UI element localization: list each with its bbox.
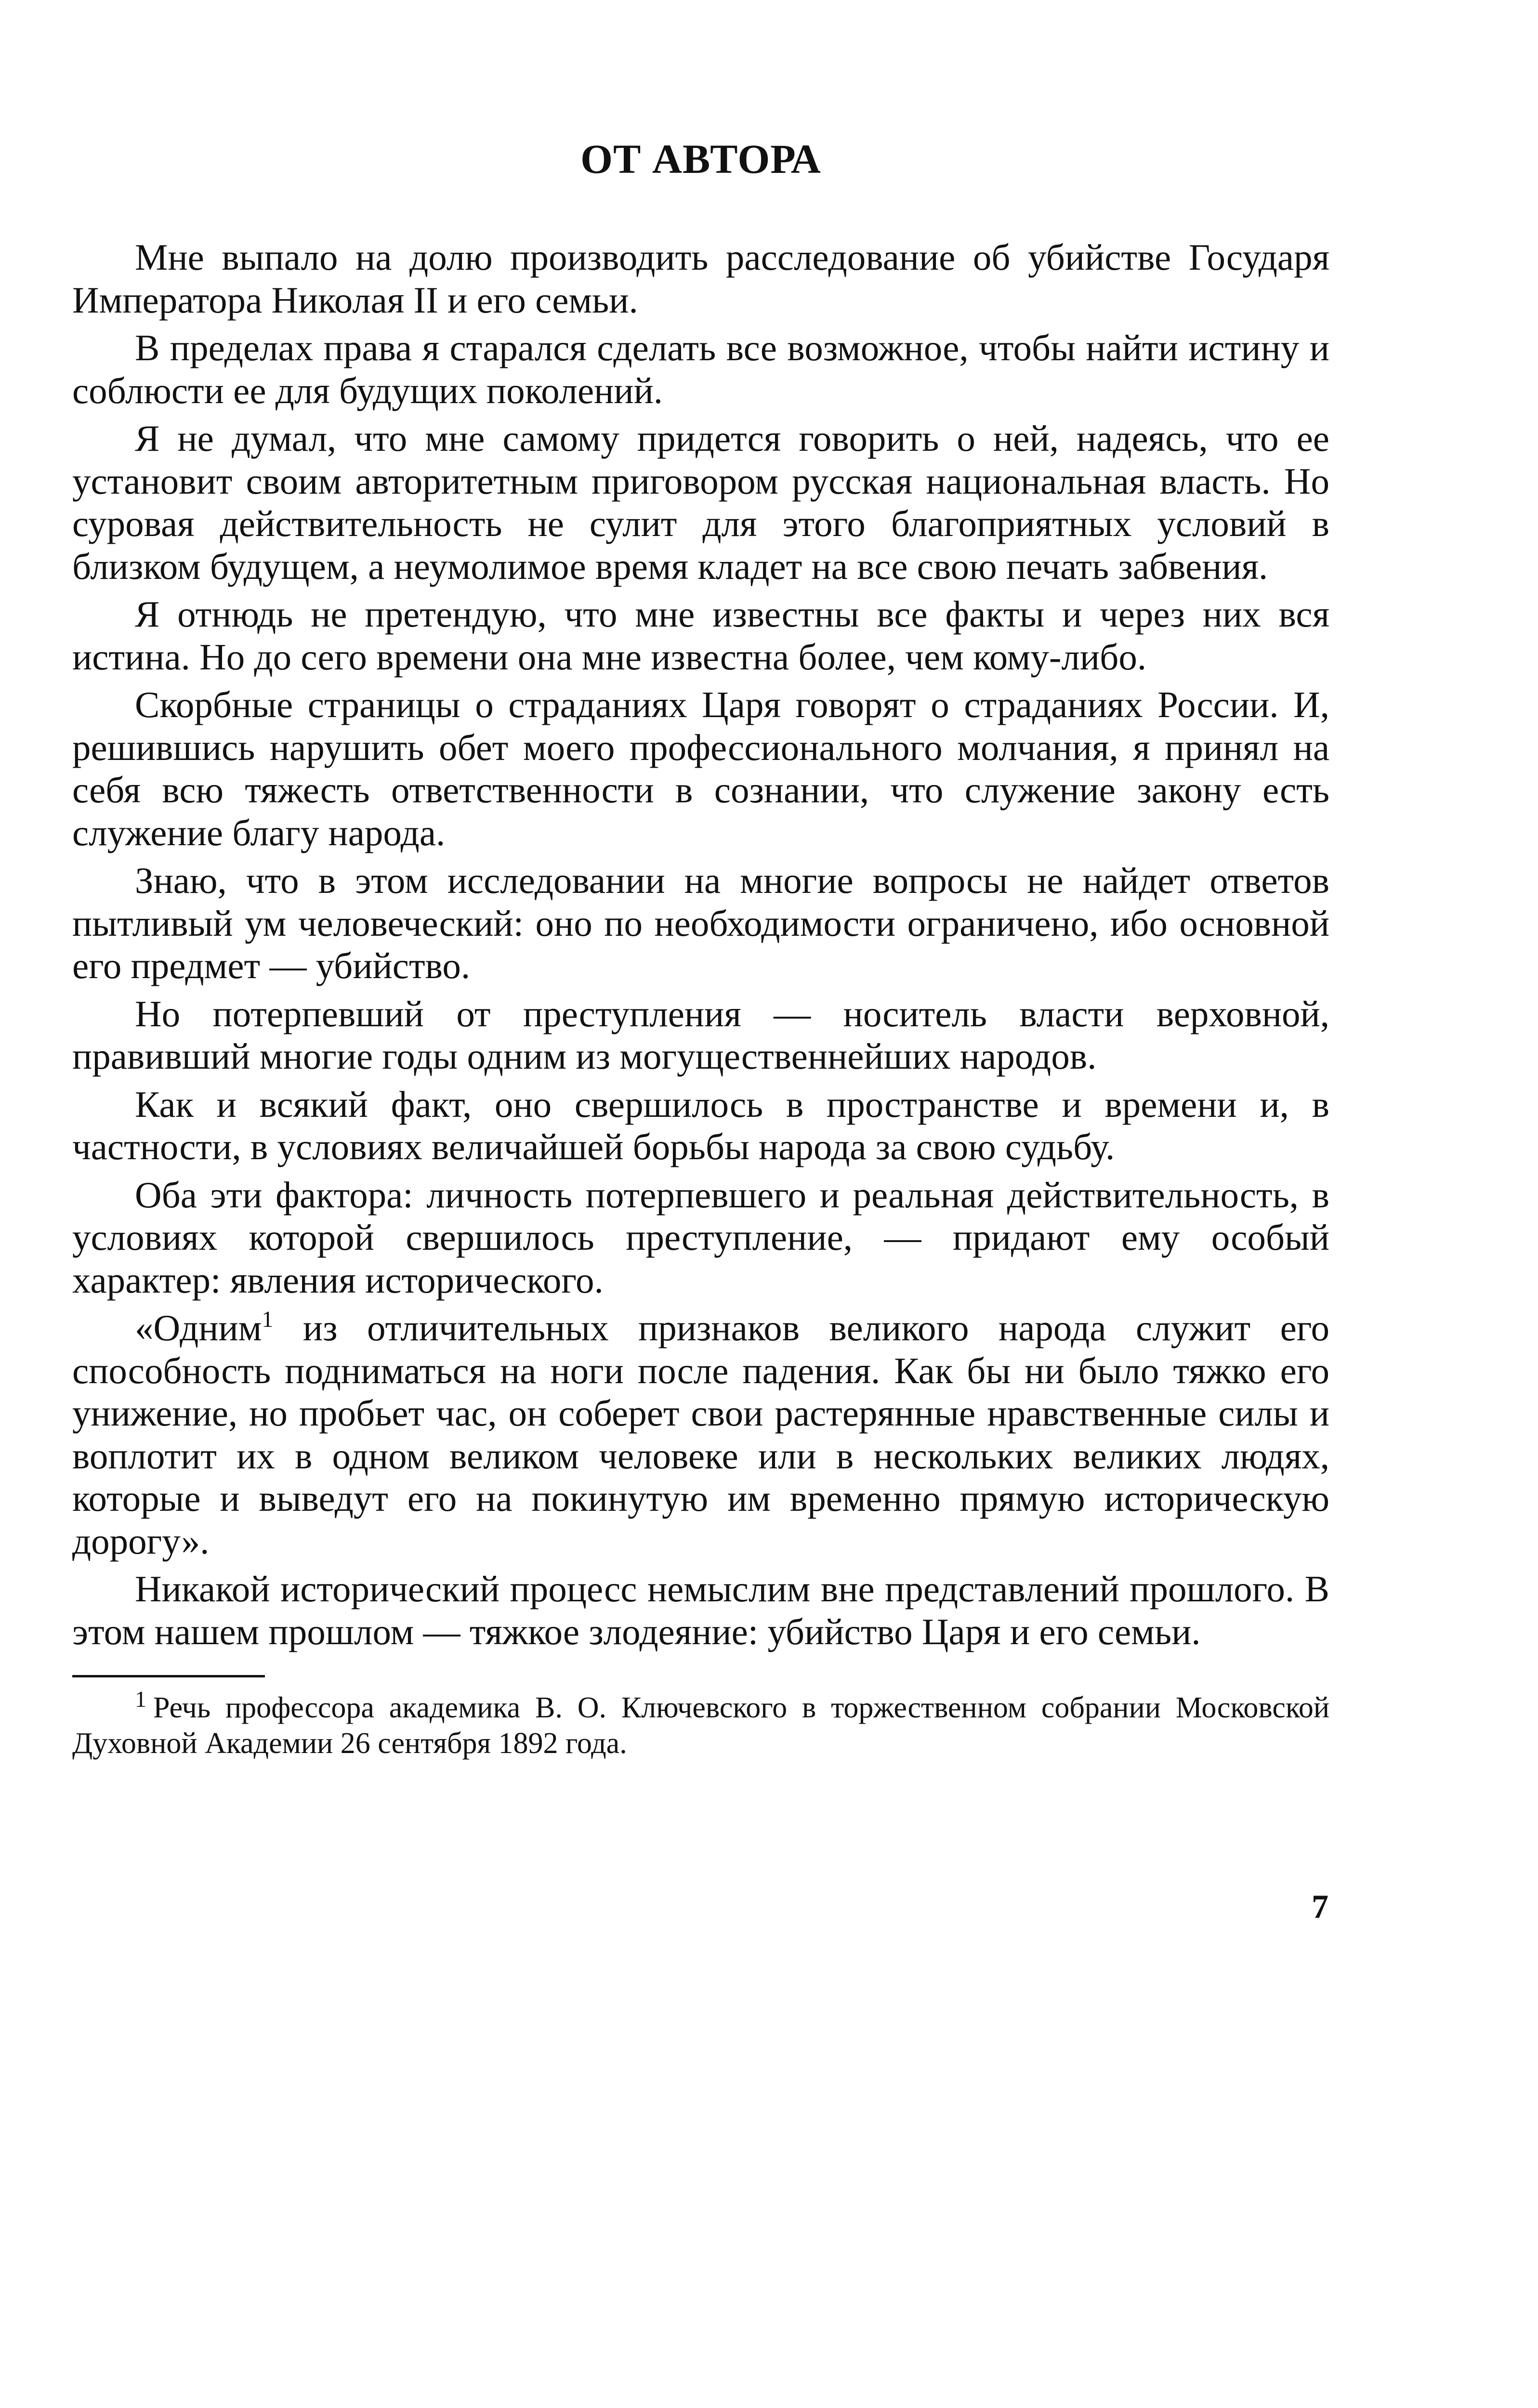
- paragraph-9: Оба эти фактора: личность потерпевшего и реальная действительность, в условиях которой свершилось преступление, — придают ему особый характер: явления исторического.: [72, 1174, 1329, 1301]
- footnote-reference-mark: 1: [262, 1307, 274, 1332]
- paragraph-7: Но потерпевший от преступления — носитель власти верховной, правивший многие годы одним из могущественнейших народов.: [72, 993, 1329, 1077]
- paragraph-5: Скорбные страницы о страданиях Царя говорят о страданиях России. И, решившись нарушить обет моего профессионального молчания, я принял на себя всю тяжесть ответственности в сознании, что служение закону есть служение благу народа.: [72, 684, 1329, 853]
- footnote-divider: [72, 1675, 265, 1677]
- page-number: 7: [1312, 1888, 1328, 1925]
- footnote: [72, 1687, 1329, 1761]
- final-paragraph: Никакой исторический процесс немыслим вне представлений прошлого. В этом нашем прошлом — тяжкое злодеяние: убийство Царя и его семьи.: [72, 1568, 1329, 1652]
- footnote-mark: 1: [135, 1687, 146, 1712]
- paragraph-6: Знаю, что в этом исследовании на многие вопросы не найдет ответов пытливый ум человеческий: оно по необходимости ограничено, ибо основной его предмет — убийство.: [72, 860, 1329, 986]
- paragraph-3: Я не думал, что мне самому придется говорить о ней, надеясь, что ее установит своим авторитетным приговором русская национальная власть. Но суровая действительность не сулит для этого благоприятных условий в близком будущем, а неумолимое время кладет на все свою печать забвения.: [72, 418, 1329, 587]
- page-title: ОТ АВТОРА: [580, 136, 821, 182]
- quote-text: из отличительных признаков великого народа служит его способность подниматься на ноги после падения. Как бы ни было тяжко его унижение, но пробьет час, он соберет свои растерянные нравственные силы и воплотит их в одном великом человеке или в нескольких великих людях, которые и выведут его на покинутую им временно прямую историческую дорогу».: [72, 1307, 1329, 1562]
- footnote-text: Речь профессора академика В. О. Ключевского в торжественном собрании Московской Духовной Академии 26 сентября 1892 года.: [72, 1691, 1329, 1760]
- paragraph-1: Мне выпало на долю производить расследование об убийстве Государя Императора Николая II и его семьи.: [72, 236, 1329, 321]
- paragraph-8: Как и всякий факт, оно свершилось в пространстве и времени и, в частности, в условиях величайшей борьбы народа за свою судьбу.: [72, 1083, 1329, 1167]
- quote-paragraph: [72, 1307, 1329, 1562]
- document-page: [72, 135, 1329, 1761]
- paragraph-2: В пределах права я старался сделать все возможное, чтобы найти истину и соблюсти ее для будущих поколений.: [72, 327, 1329, 411]
- paragraph-4: Я отнюдь не претендую, что мне известны все факты и через них вся истина. Но до сего времени она мне известна более, чем кому-либо.: [72, 593, 1329, 678]
- quote-lead: «Одним: [135, 1307, 262, 1348]
